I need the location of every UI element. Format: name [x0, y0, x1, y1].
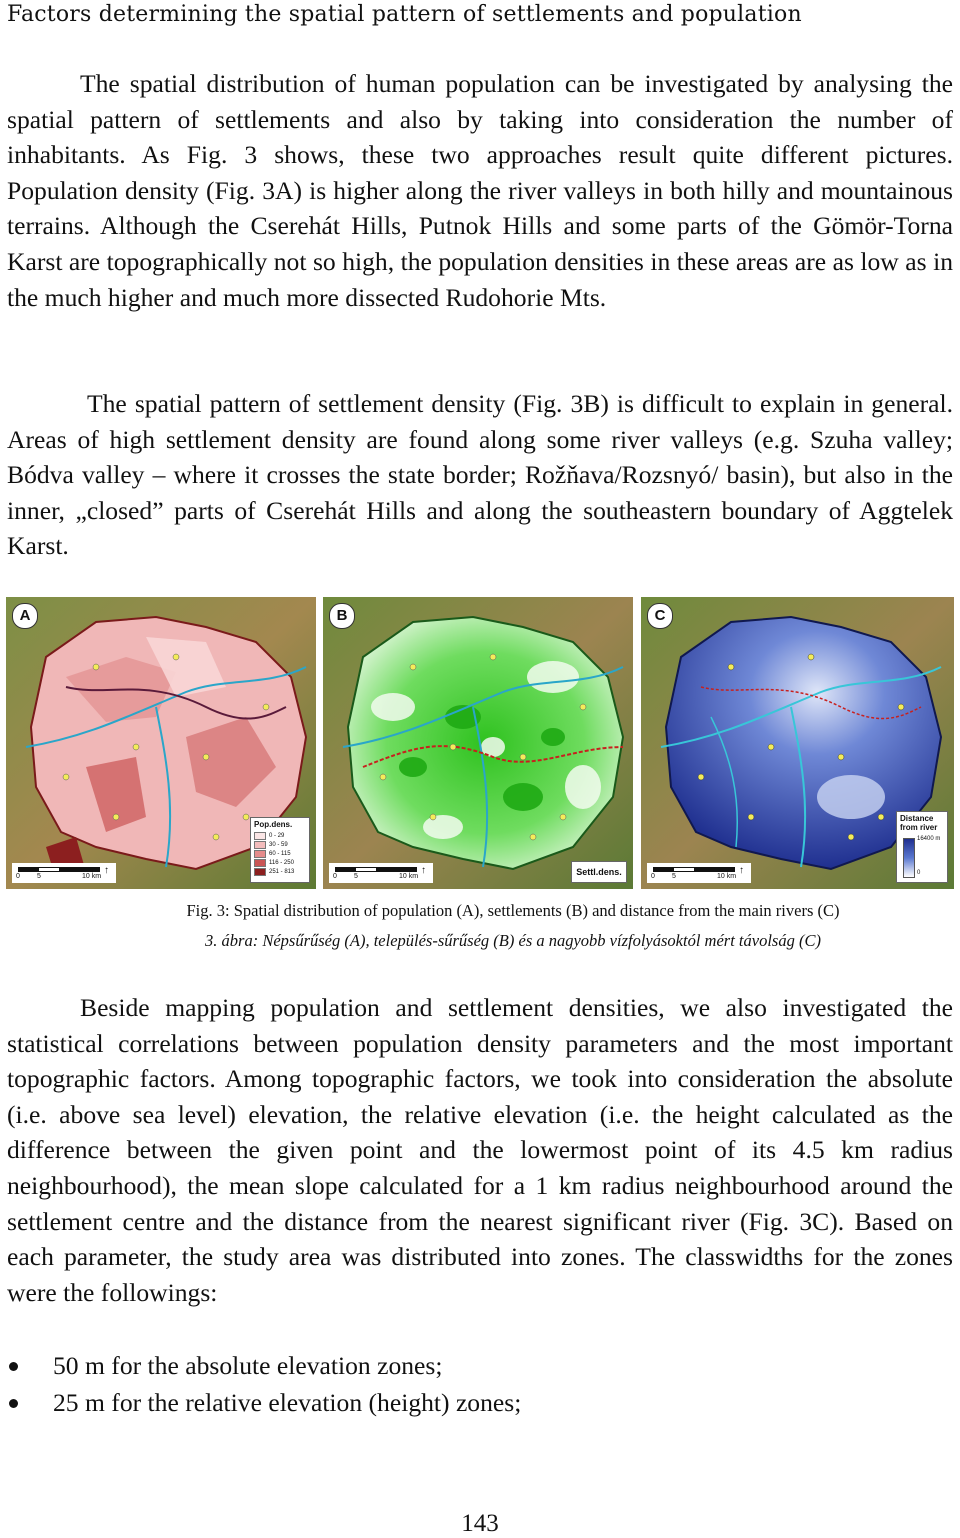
- map-panel-b-settlement-density: [323, 597, 633, 889]
- list-item: [7, 1347, 953, 1384]
- legend-population-density: [250, 817, 310, 883]
- figure-caption-hungarian: 3. ábra: Népsűrűség (A), település-sűrűség (B) és a nagyobb vízfolyásoktól mért távolság (C): [205, 931, 821, 950]
- legend-label: 30 - 59: [269, 841, 288, 848]
- scale-tick-0: 0: [651, 873, 655, 880]
- map-b-graphic: [323, 597, 633, 889]
- north-arrow-icon: ↑: [739, 865, 744, 876]
- scale-bar-a: [12, 863, 116, 883]
- legend-min-value: 0: [917, 870, 921, 876]
- legend-swatch: [254, 868, 266, 876]
- scale-tick-10: 10 km: [717, 873, 737, 880]
- paragraph-topographic-factors: Beside mapping population and settlement densities, we also investigated the statistical correlations between population density parameters and the most important topographic factors. Among topographic factors, we took into consideration the absolute (i.e. above sea level) elevation, the relative elevation (i.e. the height calculated as the difference between the given point and the lowermost point of its 4.5 km radius neighbourhood), the mean slope calculated for a 1 km radius neighbourhood around the settlement centre and the distance from the nearest significant river (Fig. 3C). Based on each parameter, the study area was distributed into zones. The classwidths for the zones were the followings:: [7, 993, 953, 1307]
- legend-class: [251, 849, 309, 858]
- panel-label-b: B: [329, 603, 355, 629]
- legend-class: [251, 840, 309, 849]
- legend-max-value: 16400 m: [917, 836, 941, 842]
- legend-color-ramp: [903, 838, 915, 878]
- map-panel-a-population-density: [6, 597, 316, 889]
- legend-class: [251, 867, 309, 876]
- scale-bar-b: [329, 863, 433, 883]
- legend-label: 60 - 115: [269, 850, 291, 857]
- legend-swatch: [254, 859, 266, 867]
- panel-label-c: C: [647, 603, 673, 629]
- legend-swatch: [254, 832, 266, 840]
- legend-label: 0 - 29: [269, 832, 285, 839]
- scale-bar-graphic: [18, 867, 100, 872]
- paragraph-population-distribution: The spatial distribution of human population can be investigated by analysing the spatial pattern of settlements and also by taking into consideration the number of inhabitants. As Fig. 3 shows, these two approaches result quite different pictures. Population density (Fig. 3A) is higher along the river valleys in both hilly and mountainous terrains. Although the Cserehát Hills, Putnok Hills and some parts of the Gömör-Torna Karst are topographically not so high, the population densities in these areas are as low as in the much higher and much more dissected Rudohorie Mts.: [7, 69, 953, 312]
- scale-tick-0: 0: [16, 873, 20, 880]
- legend-class: [251, 831, 309, 840]
- scale-bar-graphic: [653, 867, 735, 872]
- scale-bar-c: [647, 863, 751, 883]
- legend-title: Distance from river: [900, 814, 938, 832]
- bullet-icon: [9, 1362, 18, 1371]
- bullet-icon: [9, 1399, 18, 1408]
- legend-label: 116 - 250: [269, 859, 294, 866]
- scale-tick-5: 5: [354, 873, 358, 880]
- panel-label-a: A: [12, 603, 38, 629]
- scale-tick-10: 10 km: [82, 873, 102, 880]
- scale-tick-0: 0: [333, 873, 337, 880]
- legend-swatch: [254, 841, 266, 849]
- scale-tick-5: 5: [672, 873, 676, 880]
- north-arrow-icon: ↑: [421, 865, 426, 876]
- paragraph-settlement-density: The spatial pattern of settlement density (Fig. 3B) is difficult to explain in general. Areas of high settlement density are found along some river valleys (e.g. Szuha valley; Bódva valley – where it crosses the state border; Rožňava/Rozsnyó/ basin), but also in the inner, „closed” parts of Cserehát Hills and along the southeastern boundary of Aggtelek Karst.: [7, 389, 953, 561]
- scale-tick-5: 5: [37, 873, 41, 880]
- scale-bar-graphic: [335, 867, 417, 872]
- legend-distance-from-river: [896, 811, 948, 883]
- list-item-text: 25 m for the relative elevation (height) zones;: [53, 1388, 522, 1417]
- scale-tick-10: 10 km: [399, 873, 419, 880]
- legend-title: Pop.dens.: [254, 820, 293, 829]
- legend-swatch: [254, 850, 266, 858]
- north-arrow-icon: ↑: [104, 865, 109, 876]
- map-panel-c-distance-from-river: [641, 597, 954, 889]
- figure-caption-english: Fig. 3: Spatial distribution of population (A), settlements (B) and distance from the main rivers (C): [186, 901, 840, 920]
- list-item: [7, 1384, 953, 1421]
- list-item-text: 50 m for the absolute elevation zones;: [53, 1351, 443, 1380]
- legend-settlement-density: Settl.dens.: [571, 861, 627, 883]
- legend-label: 251 - 813: [269, 868, 295, 875]
- figure-3: [6, 597, 954, 889]
- section-heading: Factors determining the spatial pattern of settlements and population: [7, 2, 802, 27]
- legend-class: [251, 858, 309, 867]
- page-number: 143: [461, 1510, 499, 1537]
- classwidth-list: [7, 1347, 953, 1421]
